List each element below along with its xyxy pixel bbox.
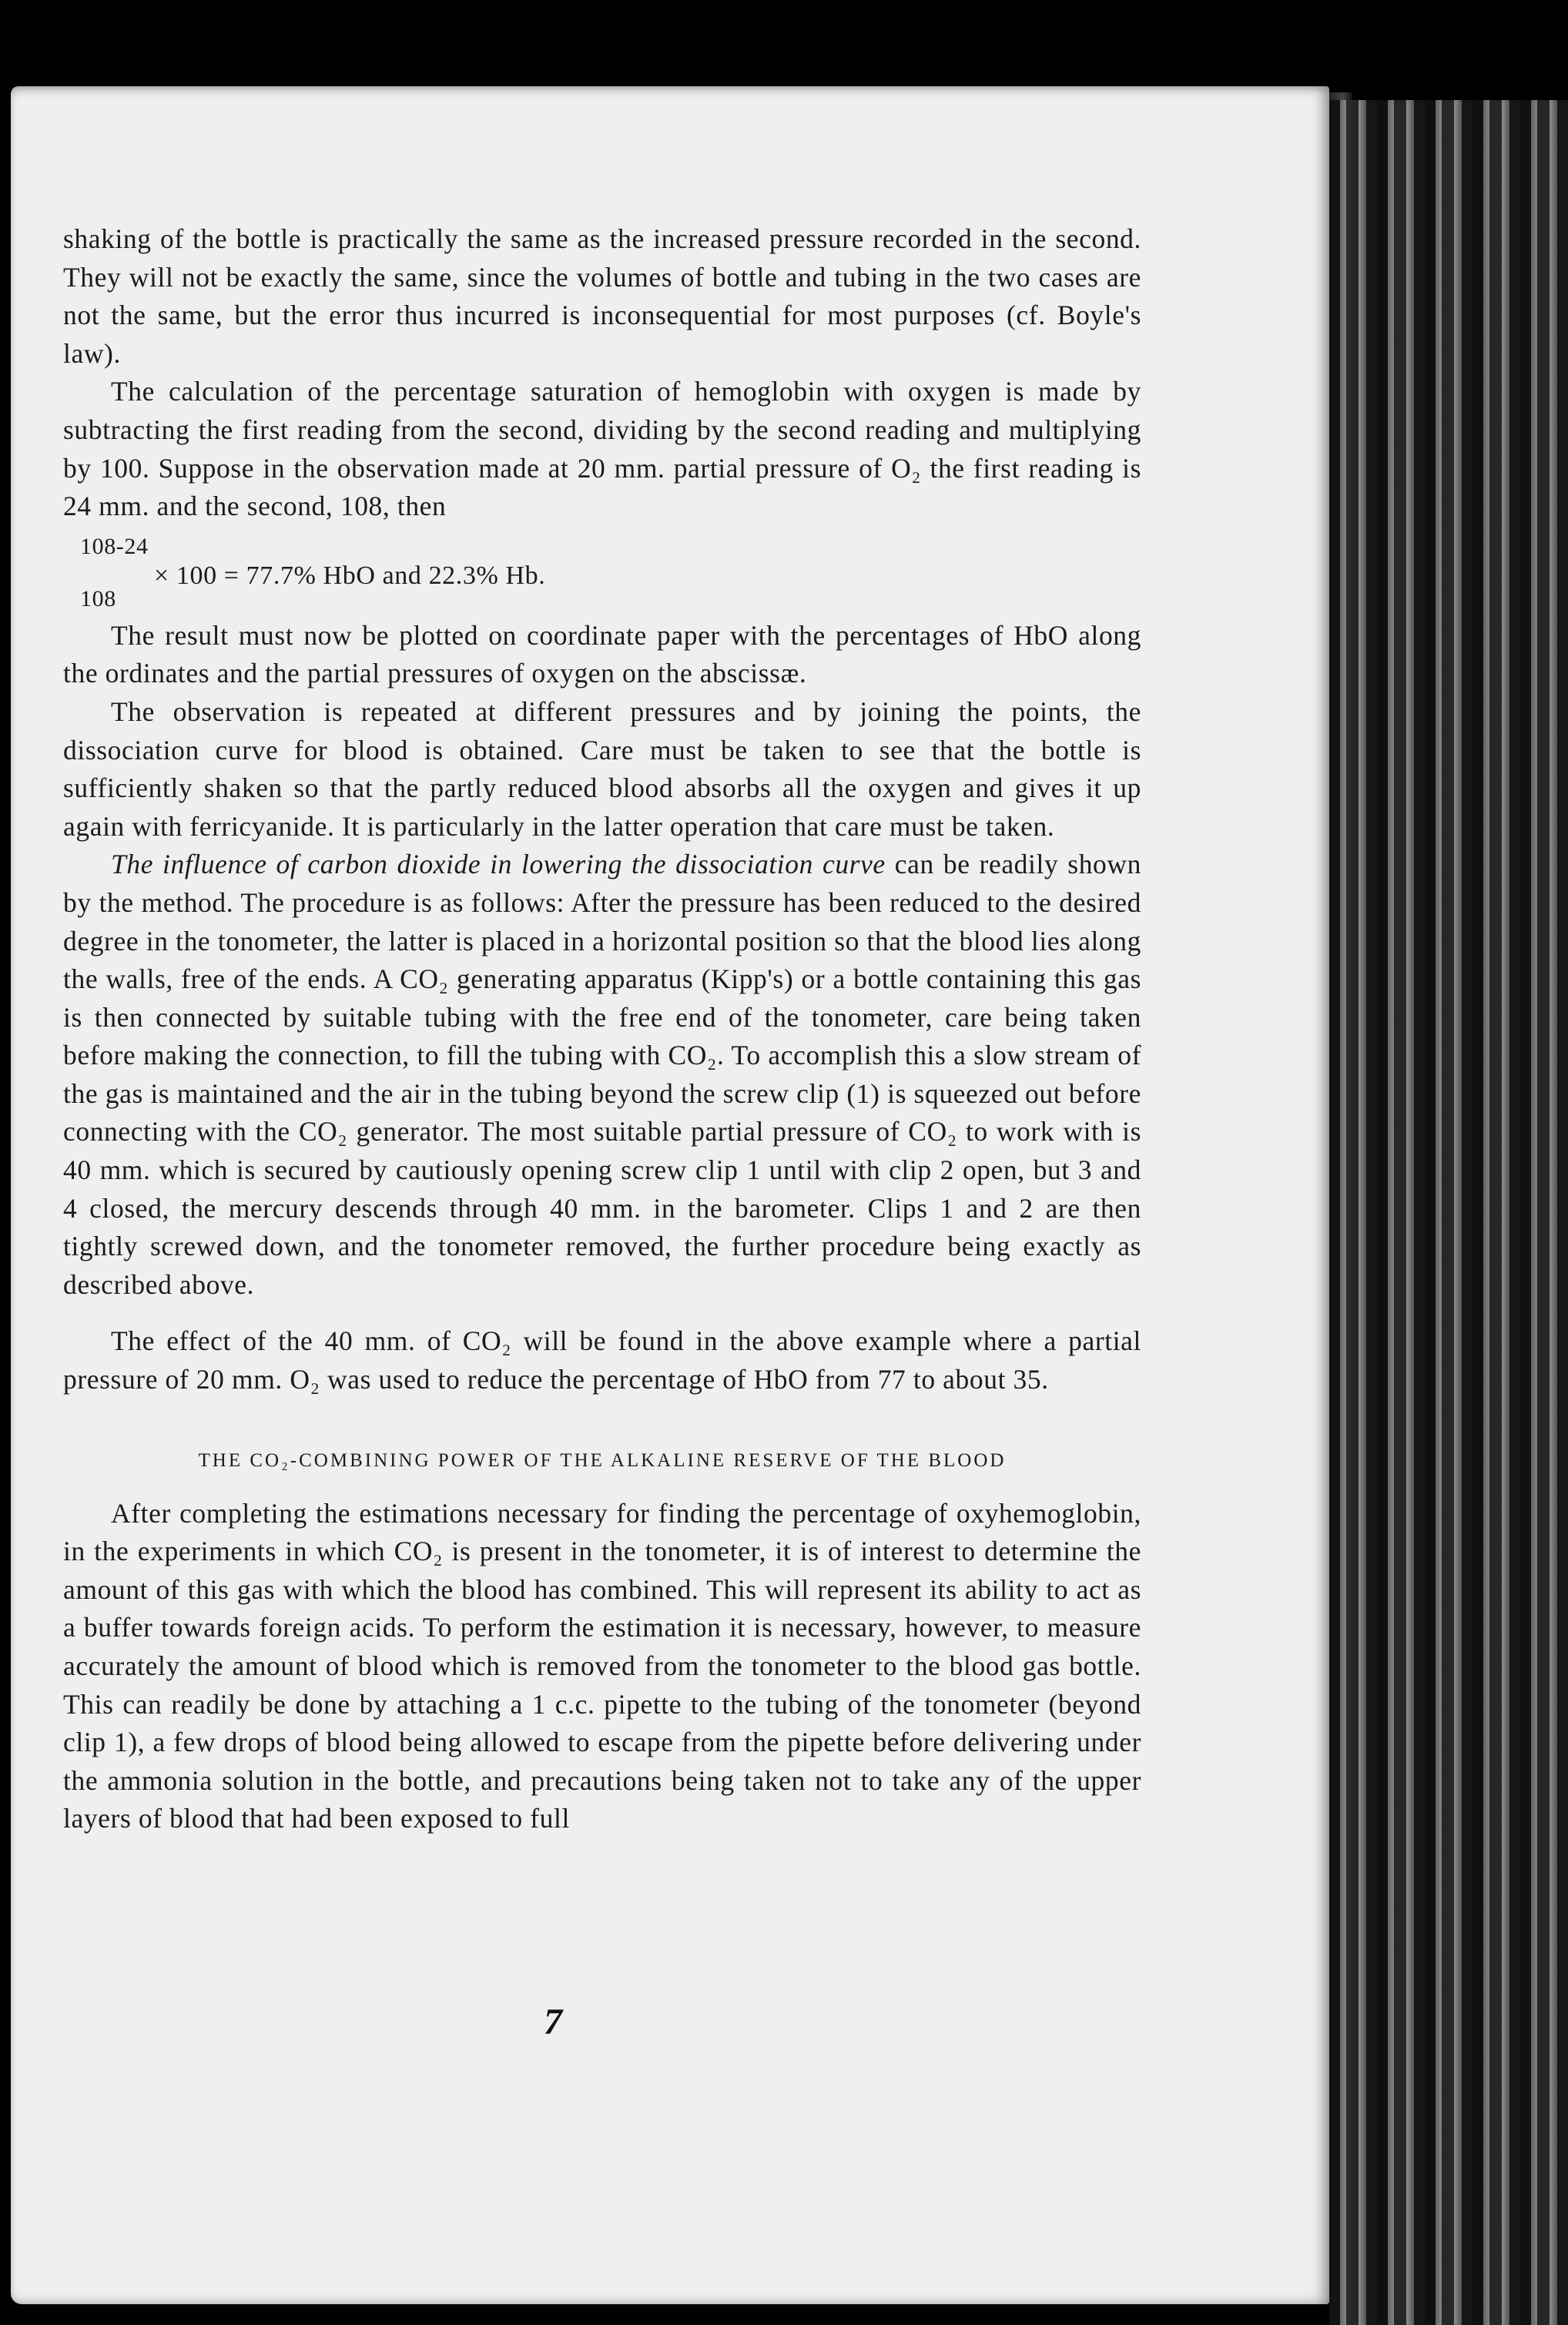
formula-result: × 100 = 77.7% HbO and 22.3% Hb.	[154, 561, 546, 590]
paragraph-2: The calculation of the percentage saturation of hemoglobin with oxygen is made by subtracting the first reading from the second, dividing by the second reading and multiplying by 100. Suppose in the observation made at 20 mm. partial pressure of O₂ the first reading is 24 mm. and the second, 108, then	[63, 376, 1141, 522]
formula-numerator: 108-24	[80, 533, 149, 559]
paragraph-4: The observation is repeated at different pressures and by joining the points, the dissociation curve for blood is obtained. Care must be taken to see that the bottle is sufficiently shaken so that the partly reduced blood absorbs all the oxygen and gives it up again with ferricyanide. It is particularly in the latter operation that care must be taken.	[63, 695, 1141, 842]
co2-procedure-text: can be readily shown by the method. The procedure is as follows: After the pressure has been reduced to the desired degree in the tonometer, the latter is placed in a horizontal position so that the blood lies along the walls, free of the ends. A CO₂ generating apparatus (Kipp's) or a bottle containing this gas is then connected by suitable tubing with the free end of the tonometer, care being taken before making the connection, to fill the tubing with CO₂. To accomplish this a slow stream of the gas is maintained and the air in the tubing beyond the screw clip (1) is squeezed out before connecting with the CO₂ generator. The most suitable partial pressure of CO₂ to work with is 40 mm. which is secured by cautiously opening screw clip 1 until with clip 2 open, but 3 and 4 closed, the mercury descends through 40 mm. in the barometer. Clips 1 and 2 are then tightly screwed down, and the tonometer removed, the further procedure being exactly as described above.	[63, 849, 1141, 1300]
paragraph-co2-influence	[63, 846, 1141, 1304]
italic-lead: The influence of carbon dioxide in lowering the dissociation curve	[111, 849, 886, 880]
formula-fraction	[80, 532, 149, 614]
paragraph-1: shaking of the bottle is practically the same as the increased pressure recorded in the second. They will not be exactly the same, since the volumes of bottle and tubing in the two cases are not the same, but the error thus incurred is inconsequential for most purposes (cf. Boyle's law).	[63, 223, 1141, 369]
section-heading: THE CO₂-COMBINING POWER OF THE ALKALINE RESERVE OF THE BLOOD	[198, 1449, 1007, 1471]
formula-denominator: 108	[80, 585, 116, 611]
book-spine	[1329, 100, 1568, 2325]
paragraph-effect: The effect of the 40 mm. of CO₂ will be found in the above example where a partial pressure of 20 mm. O₂ was used to reduce the percentage of HbO from 77 to about 35.	[63, 1325, 1141, 1395]
page-number: 7	[544, 2002, 562, 2042]
paragraph-final: After completing the estimations necessary for finding the percentage of oxyhemoglobin, in the experiments in which CO₂ is present in the tonometer, it is of interest to determine the amount of this gas with which the blood has combined. This will represent its ability to act as a buffer towards foreign acids. To perform the estimation it is necessary, however, to measure accurately the amount of blood which is removed from the tonometer to the blood gas bottle. This can readily be done by attaching a 1 c.c. pipette to the tubing of the tonometer (beyond clip 1), a few drops of blood being allowed to escape from the pipette before delivering under the ammonia solution in the bottle, and precautions being taken not to take any of the upper layers of blood that had been exposed to full	[63, 1497, 1141, 1834]
paragraph-3: The result must now be plotted on coordinate paper with the percentages of HbO along the ordinates and the partial pressures of oxygen on the abscissæ.	[63, 619, 1141, 689]
saturation-formula	[63, 532, 1141, 609]
page-text	[63, 220, 1141, 1838]
